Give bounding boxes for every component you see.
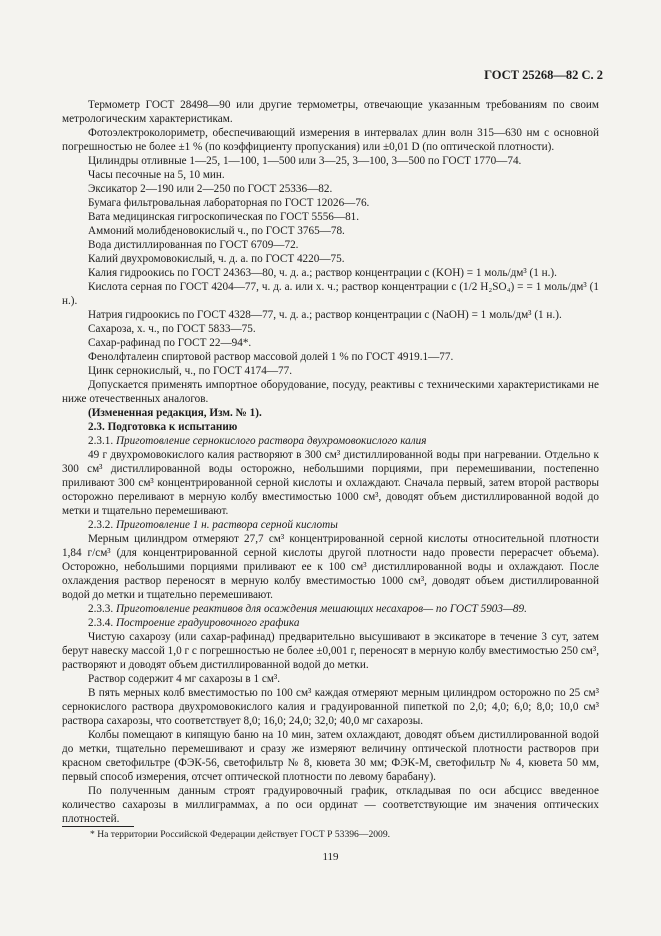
paragraph: Термометр ГОСТ 28498—90 или другие термометры, отвечающие указанным требованиям по своим метрологическим характеристикам. [62,99,599,125]
section-heading: (Измененная редакция, Изм. № 1). [88,407,262,419]
paragraph: Бумага фильтровальная лабораторная по ГОСТ 12026—76. [88,197,370,209]
paragraph: Раствор содержит 4 мг сахарозы в 1 см³. [88,673,281,685]
paragraph: Колбы помещают в кипящую баню на 10 мин, затем охлаждают, доводят объем дистиллированной водой до метки, тщательно перемешивают и сразу же измеряют величину оптической плотности растворов при красном светофильтре (ФЭК-56, светофильтр № 8, кювета 30 мм; ФЭК-М, светофильтр № 4, кювета 50 мм, первый способ измерения, отсчет оптической плотности по левому барабану). [62,729,599,783]
page-header: ГОСТ 25268—82 С. 2 [484,68,603,82]
subsection-heading [62,434,599,448]
paragraph: Калий двухромовокислый, ч. д. а. по ГОСТ 4220—75. [88,253,345,265]
paragraph: 49 г двухромовокислого калия растворяют в 300 см³ дистиллированной воды при нагревании. Отдельно к 300 см³ дистиллированной воды осторожно, небольшими порциями, при перемешивании, постепенно приливают 300 см³ концентрированной серной кислоты и охлаждают. Сначала первый, затем второй растворы осторожно переливают в мерную колбу вместимостью 1000 см³, доводят объем дистиллированной водой до метки и тщательно перемешивают. [62,449,599,517]
body-text [62,98,599,826]
paragraph: Фенолфталеин спиртовой раствор массовой долей 1 % по ГОСТ 4919.1—77. [88,351,454,363]
subsection-title: Построение градуировочного графика [115,617,300,629]
subsection-number: 2.3.2. [88,519,116,531]
paragraph: Фотоэлектроколориметр, обеспечивающий измерения в интервалах длин волн 315—630 нм с основной погрешностью не более ±1 % (по коэффициенту пропускания) или ±0,01 D (по оптической плотности). [62,127,599,153]
paragraph: Цилиндры отливные 1—25, 1—100, 1—500 или 3—25, 3—100, 3—500 по ГОСТ 1770—74. [88,155,522,167]
subsection-number: 2.3.3. [88,603,116,615]
paragraph: Цинк сернокислый, ч., по ГОСТ 4174—77. [88,365,293,377]
paragraph: Вода дистиллированная по ГОСТ 6709—72. [88,239,299,251]
paragraph: В пять мерных колб вместимостью по 100 см³ каждая отмеряют мерным цилиндром осторожно по 25 см³ сернокислого раствора двухромовокислого калия и градуированной пипеткой по 2,0; 4,0; 6,0; 8,0; 10,0 см³ раствора сахарозы, что соответствует 8,0; 16,0; 24,0; 32,0; 40,0 мг сахарозы. [62,687,599,727]
paragraph: Кислота серная по ГОСТ 4204—77, ч. д. а. или х. ч.; раствор концентрации c (1/2 H₂SO₄) = = 1 моль/дм³ (1 н.). [62,281,599,307]
paragraph: Сахар-рафинад по ГОСТ 22—94*. [88,337,252,349]
subsection-heading [62,518,599,532]
paragraph: Калия гидроокись по ГОСТ 24363—80, ч. д. а.; раствор концентрации c (KOH) = 1 моль/дм³ (1 н.). [88,267,557,279]
paragraph: Часы песочные на 5, 10 мин. [88,169,225,181]
subsection-heading [62,602,599,616]
section-heading: 2.3. Подготовка к испытанию [88,421,238,433]
paragraph: По полученным данным строят градуировочный график, откладывая по оси абсцисс введенное количество сахарозы в миллиграммах, а по оси ординат — соответствующие им значения оптических плотностей. [62,785,599,825]
paragraph: Натрия гидроокись по ГОСТ 4328—77, ч. д. а.; раствор концентрации c (NaOH) = 1 моль/дм³ (1 н.). [88,309,562,321]
subsection-number: 2.3.4. [88,617,116,629]
footnote: * На территории Российской Федерации действует ГОСТ Р 53396—2009. [90,829,391,840]
subsection-heading [62,616,599,630]
paragraph: Мерным цилиндром отмеряют 27,7 см³ концентрированной серной кислоты относительной плотности 1,84 г/см³ (для концентрированной серной кислоты другой плотности надо провести перерасчет объема). Осторожно, небольшими порциями приливают ее к 100 см³ дистиллированной воды и охлаждают. После охлаждения раствор переносят в мерную колбу вместимостью 1000 см³, доводят объем дистиллированной водой до метки и тщательно перемешивают. [62,533,599,601]
paragraph: Вата медицинская гигроскопическая по ГОСТ 5556—81. [88,211,360,223]
paragraph: Аммоний молибденовокислый ч., по ГОСТ 3765—78. [88,225,345,237]
subsection-title: Приготовление сернокислого раствора двухромовокислого калия [115,435,427,447]
page-number: 119 [322,851,339,863]
subsection-title: Приготовление 1 н. раствора серной кислоты [115,519,338,531]
paragraph: Эксикатор 2—190 или 2—250 по ГОСТ 25336—82. [88,183,333,195]
footnote-rule [62,826,134,827]
paragraph: Сахароза, х. ч., по ГОСТ 5833—75. [88,323,256,335]
subsection-number: 2.3.1. [88,435,116,447]
subsection-title: Приготовление реактивов для осаждения мешающих несахаров— по ГОСТ 5903—89. [115,603,527,615]
paragraph: Чистую сахарозу (или сахар-рафинад) предварительно высушивают в эксикаторе в течение 3 сут, затем берут навеску массой 1,0 г с погрешностью не более ±0,001 г, переносят в мерную колбу вместимостью 250 см³, растворяют и доводят объем дистиллированной водой до метки. [62,631,599,671]
paragraph: Допускается применять импортное оборудование, посуду, реактивы с техническими характеристиками не ниже отечественных аналогов. [62,379,599,405]
